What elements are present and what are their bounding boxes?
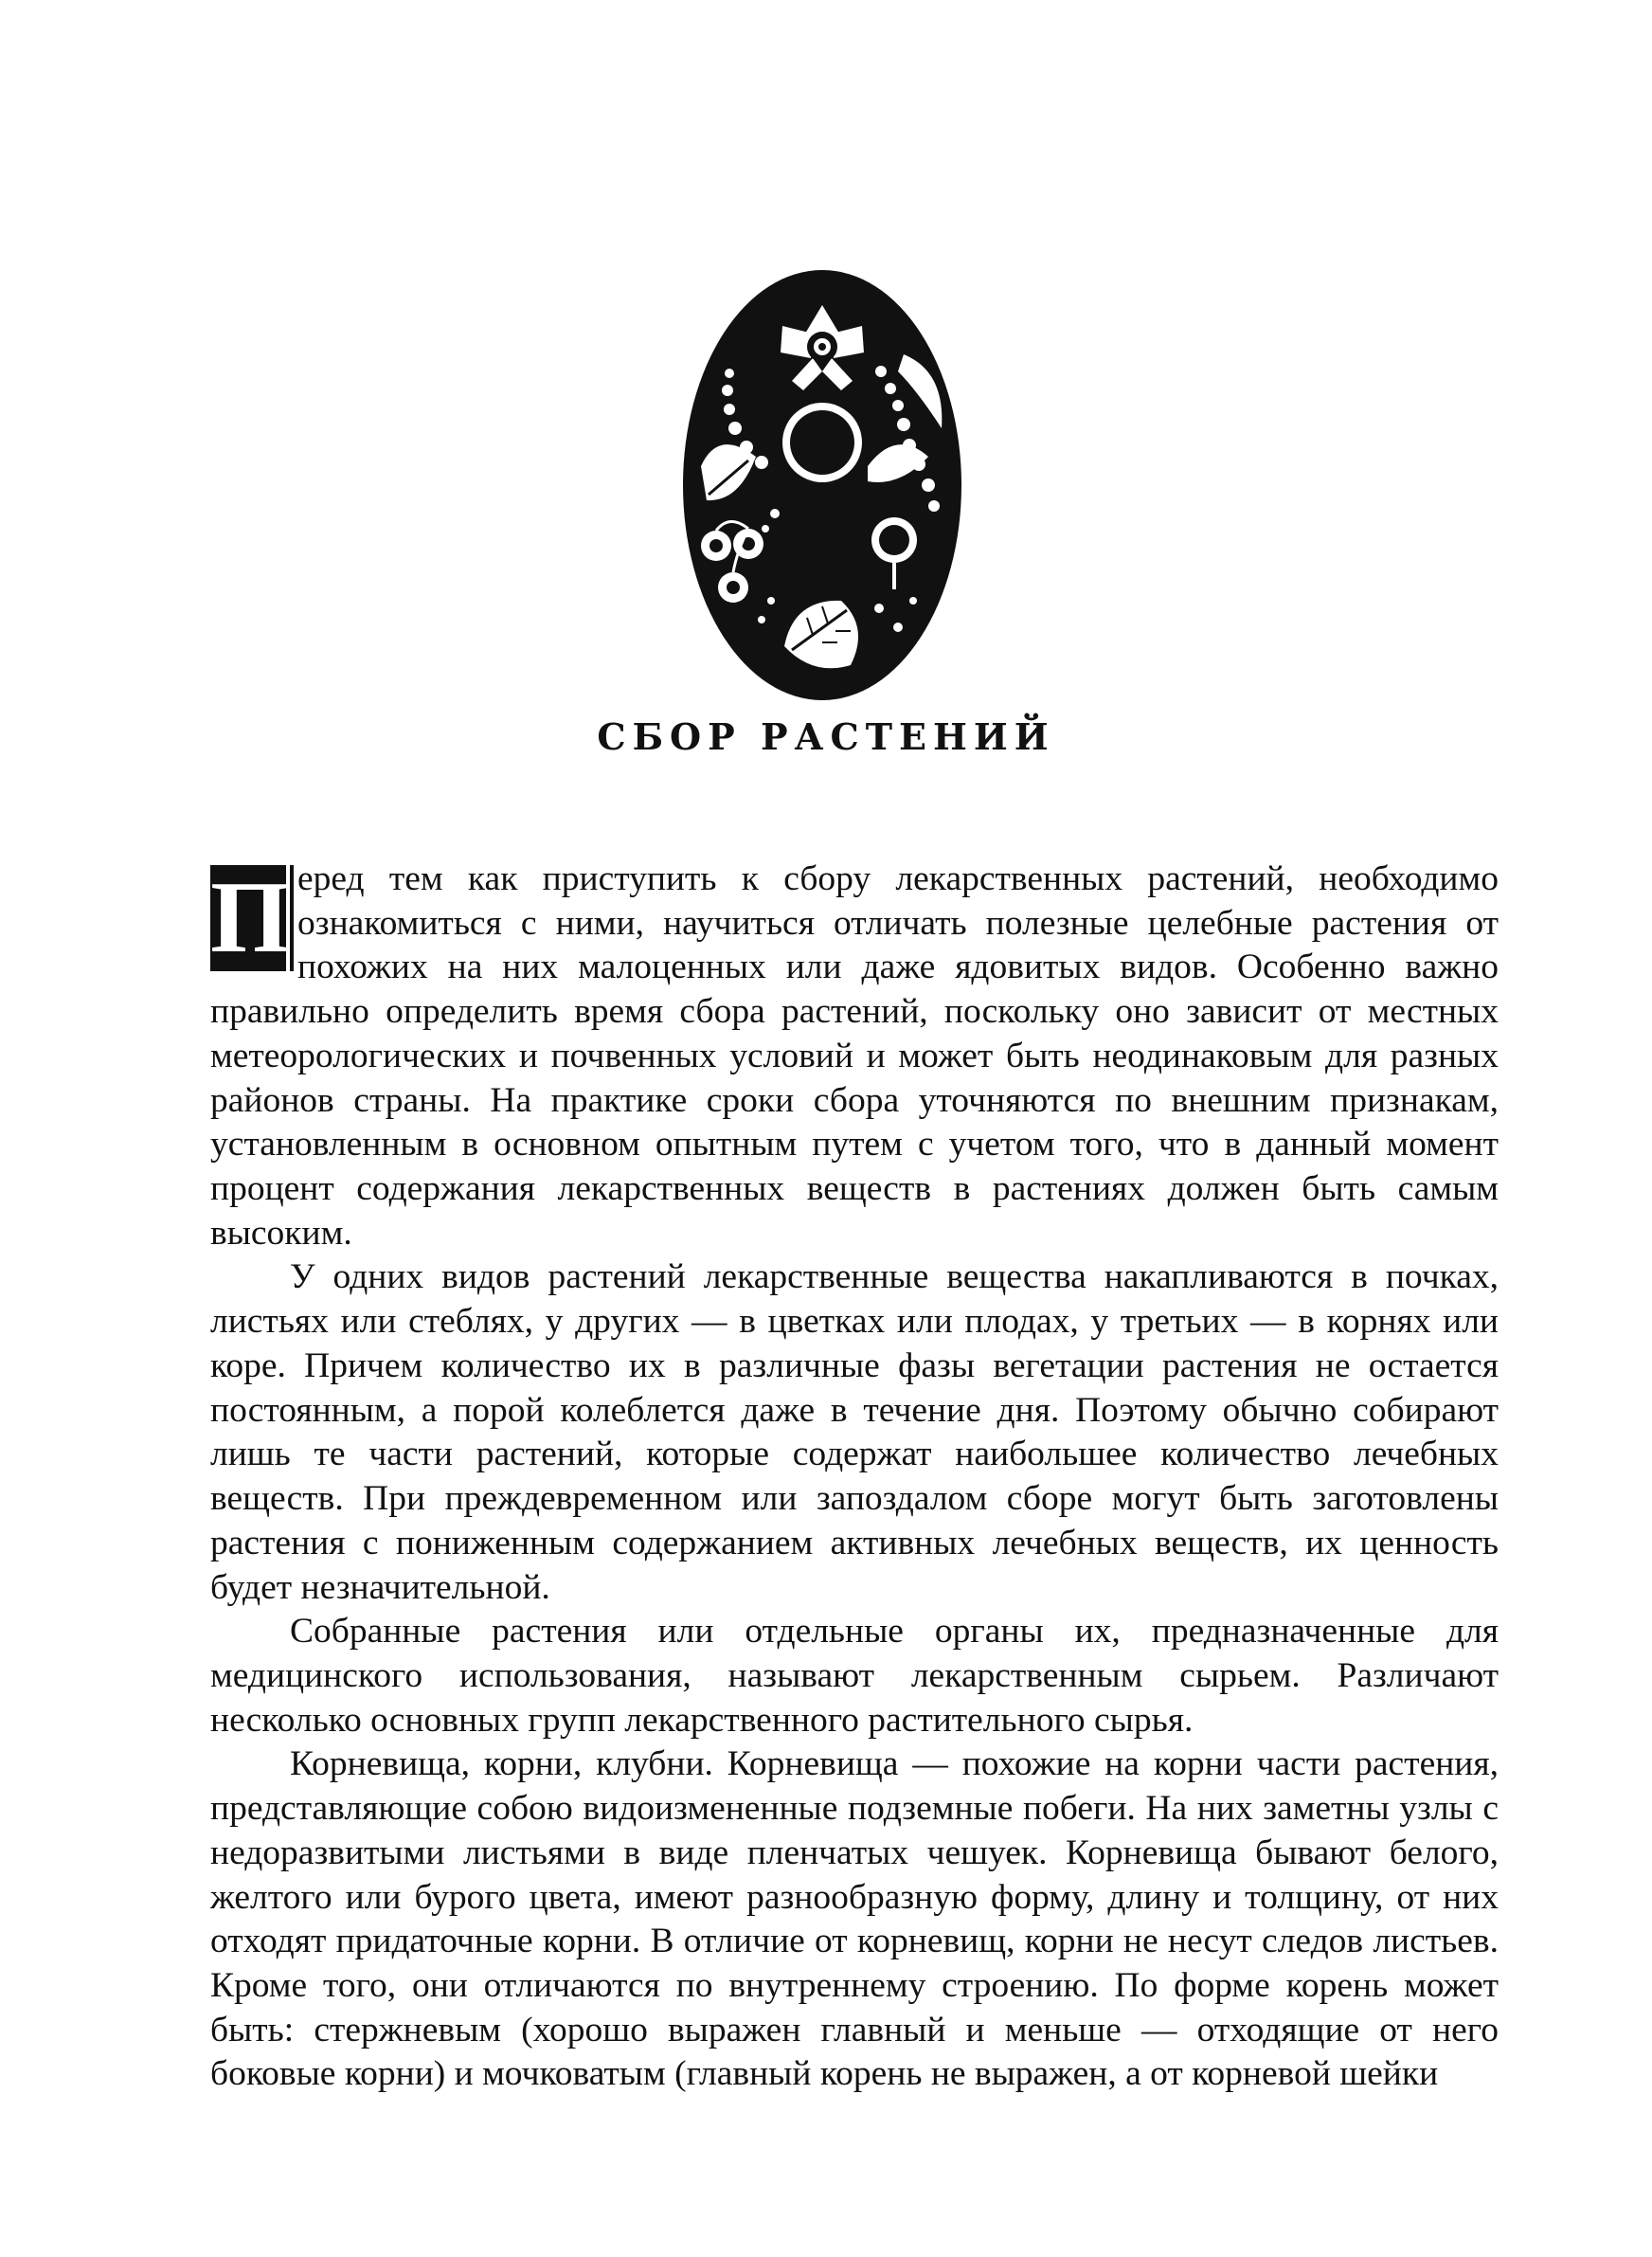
paragraph: Собранные растения или отдельные органы их, предназначенные для медицинского использования, называют лекарственным сырьем. Различают несколько основных групп лекарственного растительного сырья.	[210, 1612, 1499, 1740]
paragraph	[210, 858, 1499, 1255]
paragraph-text: еред тем как приступить к сбору лекарственных растений, необходимо ознакомиться с ними, научиться отличать полезные целебные растения от похожих на них малоценных или даже ядовитых видов. Особенно важно правильно определить время сбора растений, поскольку оно зависит от местных метеорологических и почвенных условий и может быть неодинаковым для разных районов страны. На практике сроки сбора уточняются по внешним признакам, установленным в основном опытным путем с учетом того, что в данный момент процент содержания лекарственных веществ в растениях должен быть самым высоким.	[210, 859, 1499, 1253]
floral-emblem-icon	[680, 267, 964, 703]
body-text	[210, 858, 1499, 2097]
paragraph: Корневища, корни, клубни. Корневища — похожие на корни части растения, представляющие собою видоизмененные подземные побеги. На них заметны узлы с недоразвитыми листьями в виде пленчатых чешуек. Корневища бывают белого, желтого или бурого цвета, имеют разнообразную форму, длину и толщину, от них отходят придаточные корни. В отличие от корневищ, корни не несут следов листьев. Кроме того, они отличаются по внутреннему строению. По форме корень может быть: стержневым (хорошо выражен главный и меньше — отходящие от него боковые корни) и мочковатым (главный корень не выражен, а от корневой шейки	[210, 1744, 1499, 2094]
drop-cap: П	[210, 861, 291, 974]
paragraph: У одних видов растений лекарственные вещества накапливаются в почках, листьях или стеблях, у других — в цветках или плодах, у третьих — в корнях или коре. Причем количество их в различные фазы вегетации растения не остается постоянным, а порой колеблется даже в течение дня. Поэтому обычно собирают лишь те части растений, которые содержат наибольшее количество лечебных веществ. При преждевременном или запоздалом сборе могут быть заготовлены растения с пониженным содержанием активных лечебных веществ, их ценность будет незначительной.	[210, 1257, 1499, 1607]
chapter-title: СБОР РАСТЕНИЙ	[597, 715, 1055, 758]
